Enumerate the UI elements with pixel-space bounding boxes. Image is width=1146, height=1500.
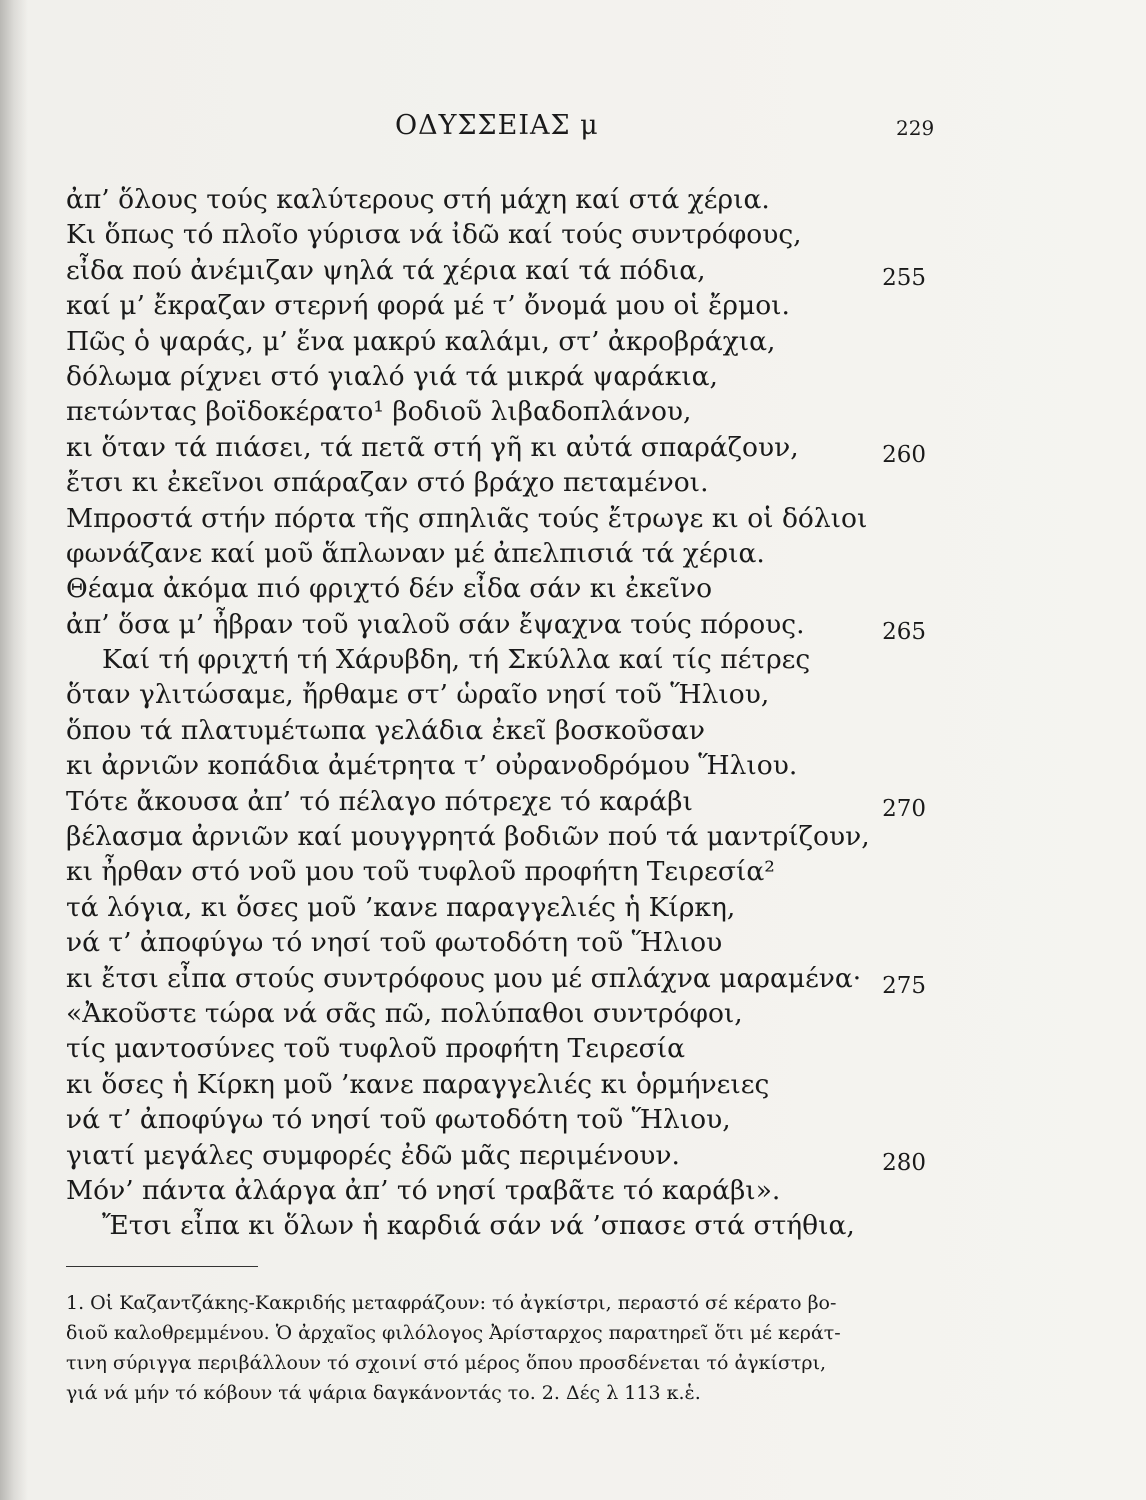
verse-text: φωνάζανε καί μοῦ ἅπλωναν μέ ἀπελπισιά τά χέρια.	[66, 537, 765, 569]
verse-line	[66, 677, 926, 712]
verse-text: νά τ’ ἀποφύγω τό νησί τοῦ φωτοδότη τοῦ Ἥλιου	[66, 927, 723, 959]
page-number: 229	[896, 116, 935, 140]
verse-line	[66, 430, 926, 468]
verse-text: Μόν’ πάντα ἀλάργα ἀπ’ τό νησί τραβᾶτε τό καράβι».	[66, 1174, 781, 1206]
verse-block	[66, 182, 926, 1244]
verse-line	[66, 217, 926, 252]
verse-line	[66, 1102, 926, 1137]
line-number: 270	[882, 795, 926, 822]
verse-line	[66, 961, 926, 999]
verse-text: κι ἔτσι εἶπα στούς συντρόφους μου μέ σπλάχνα μαραμένα·	[66, 962, 862, 994]
verse-line	[66, 713, 926, 748]
line-number: 255	[882, 264, 926, 291]
verse-line	[66, 784, 926, 822]
verse-text: Καί τή φριχτή τή Χάρυβδη, τή Σκύλλα καί τίς πέτρες	[102, 644, 811, 676]
footnote-line: γιά νά μήν τό κόβουν τά ψάρια δαγκάνοντάς το. 2. Δές λ 113 κ.ἑ.	[66, 1382, 701, 1404]
verse-text: Κι ὅπως τό πλοῖο γύρισα νά ἰδῶ καί τούς συντρόφους,	[66, 219, 802, 251]
verse-text: ἀπ’ ὅσα μ’ ἦβραν τοῦ γιαλοῦ σάν ἔψαχνα τούς πόρους.	[66, 608, 805, 640]
verse-line	[66, 182, 926, 217]
page-title: ΟΔΥΣΣΕΙΑΣ μ	[395, 110, 599, 141]
verse-line	[66, 748, 926, 783]
verse-text: κι ἀρνιῶν κοπάδια ἀμέτρητα τ’ οὐρανοδρόμου Ἥλιου.	[66, 750, 798, 782]
running-header	[0, 110, 1146, 146]
verse-line	[66, 465, 926, 500]
verse-line	[66, 1138, 926, 1176]
verse-line	[66, 1208, 926, 1243]
verse-line	[66, 288, 926, 323]
verse-text: Πῶς ὁ ψαράς, μ’ ἕνα μακρύ καλάμι, στ’ ἀκροβράχια,	[66, 325, 776, 357]
verse-line	[66, 925, 926, 960]
verse-line	[66, 854, 926, 889]
verse-text: εἶδα πού ἀνέμιζαν ψηλά τά χέρια καί τά πόδια,	[66, 254, 706, 286]
verse-line	[66, 819, 926, 854]
verse-line	[66, 1173, 926, 1208]
footnote-divider	[66, 1266, 258, 1267]
verse-text: τά λόγια, κι ὅσες μοῦ ’κανε παραγγελιές ἡ Κίρκη,	[66, 891, 736, 923]
verse-text: κι ὅσες ἡ Κίρκη μοῦ ’κανε παραγγελιές κι ὁρμήνειες	[66, 1068, 770, 1100]
verse-text: Ἔτσι εἶπα κι ὅλων ἡ καρδιά σάν νά ’σπασε στά στήθια,	[102, 1210, 855, 1242]
verse-line	[66, 642, 926, 677]
verse-line	[66, 394, 926, 429]
verse-text: ὅπου τά πλατυμέτωπα γελάδια ἐκεῖ βοσκοῦσαν	[66, 714, 706, 746]
line-number: 265	[882, 618, 926, 645]
verse-line	[66, 890, 926, 925]
verse-line	[66, 324, 926, 359]
verse-line	[66, 1031, 926, 1066]
verse-text: Τότε ἄκουσα ἀπ’ τό πέλαγο πότρεχε τό καράβι	[66, 785, 693, 817]
verse-line	[66, 359, 926, 394]
verse-text: καί μ’ ἔκραζαν στερνή φορά μέ τ’ ὄνομά μου οἱ ἔρμοι.	[66, 290, 790, 322]
footnote-line: τινη σύριγγα περιβάλλουν τό σχοινί στό μέρος ὅπου προσδένεται τό ἀγκίστρι,	[66, 1352, 827, 1374]
verse-line	[66, 501, 926, 536]
verse-text: δόλωμα ρίχνει στό γιαλό γιά τά μικρά ψαράκια,	[66, 360, 718, 392]
verse-text: ἔτσι κι ἐκεῖνοι σπάραζαν στό βράχο πεταμένοι.	[66, 467, 709, 499]
verse-text: βέλασμα ἀρνιῶν καί μουγγρητά βοδιῶν πού τά μαντρίζουν,	[66, 821, 870, 853]
verse-text: κι ὅταν τά πιάσει, τά πετᾶ στή γῆ κι αὐτά σπαράζουν,	[66, 431, 799, 463]
verse-line	[66, 1067, 926, 1102]
verse-line	[66, 253, 926, 291]
line-number: 260	[882, 441, 926, 468]
verse-text: κι ἦρθαν στό νοῦ μου τοῦ τυφλοῦ προφήτη Τειρεσία²	[66, 856, 775, 888]
verse-line	[66, 996, 926, 1031]
verse-text: γιατί μεγάλες συμφορές ἐδῶ μᾶς περιμένουν.	[66, 1139, 680, 1171]
verse-line	[66, 571, 926, 606]
verse-text: νά τ’ ἀποφύγω τό νησί τοῦ φωτοδότη τοῦ Ἥλιου,	[66, 1104, 731, 1136]
verse-line	[66, 607, 926, 645]
verse-text: τίς μαντοσύνες τοῦ τυφλοῦ προφήτη Τειρεσία	[66, 1033, 686, 1065]
footnote-line: 1. Οἱ Καζαντζάκης-Κακριδής μεταφράζουν: τό ἀγκίστρι, περαστό σέ κέρατο βο-	[66, 1292, 837, 1314]
verse-text: πετώντας βοϊδοκέρατο¹ βοδιοῦ λιβαδοπλάνου,	[66, 396, 692, 428]
verse-text: Μπροστά στήν πόρτα τῆς σπηλιᾶς τούς ἔτρωγε κι οἱ δόλιοι	[66, 502, 868, 534]
verse-text: «Ἀκοῦστε τώρα νά σᾶς πῶ, πολύπαθοι συντρόφοι,	[66, 997, 743, 1029]
line-number: 275	[882, 972, 926, 999]
footnote-line: διοῦ καλοθρεμμένου. Ὁ ἀρχαῖος φιλόλογος Ἀρίσταρχος παρατηρεῖ ὅτι μέ κεράτ-	[66, 1322, 841, 1344]
footnote	[66, 1288, 928, 1408]
line-number: 280	[882, 1149, 926, 1176]
verse-text: ὅταν γλιτώσαμε, ἤρθαμε στ’ ὡραῖο νησί τοῦ Ἥλιου,	[66, 679, 770, 711]
verse-text: Θέαμα ἀκόμα πιό φριχτό δέν εἶδα σάν κι ἐκεῖνο	[66, 573, 713, 605]
verse-line	[66, 536, 926, 571]
verse-text: ἀπ’ ὅλους τούς καλύτερους στή μάχη καί στά χέρια.	[66, 184, 770, 215]
